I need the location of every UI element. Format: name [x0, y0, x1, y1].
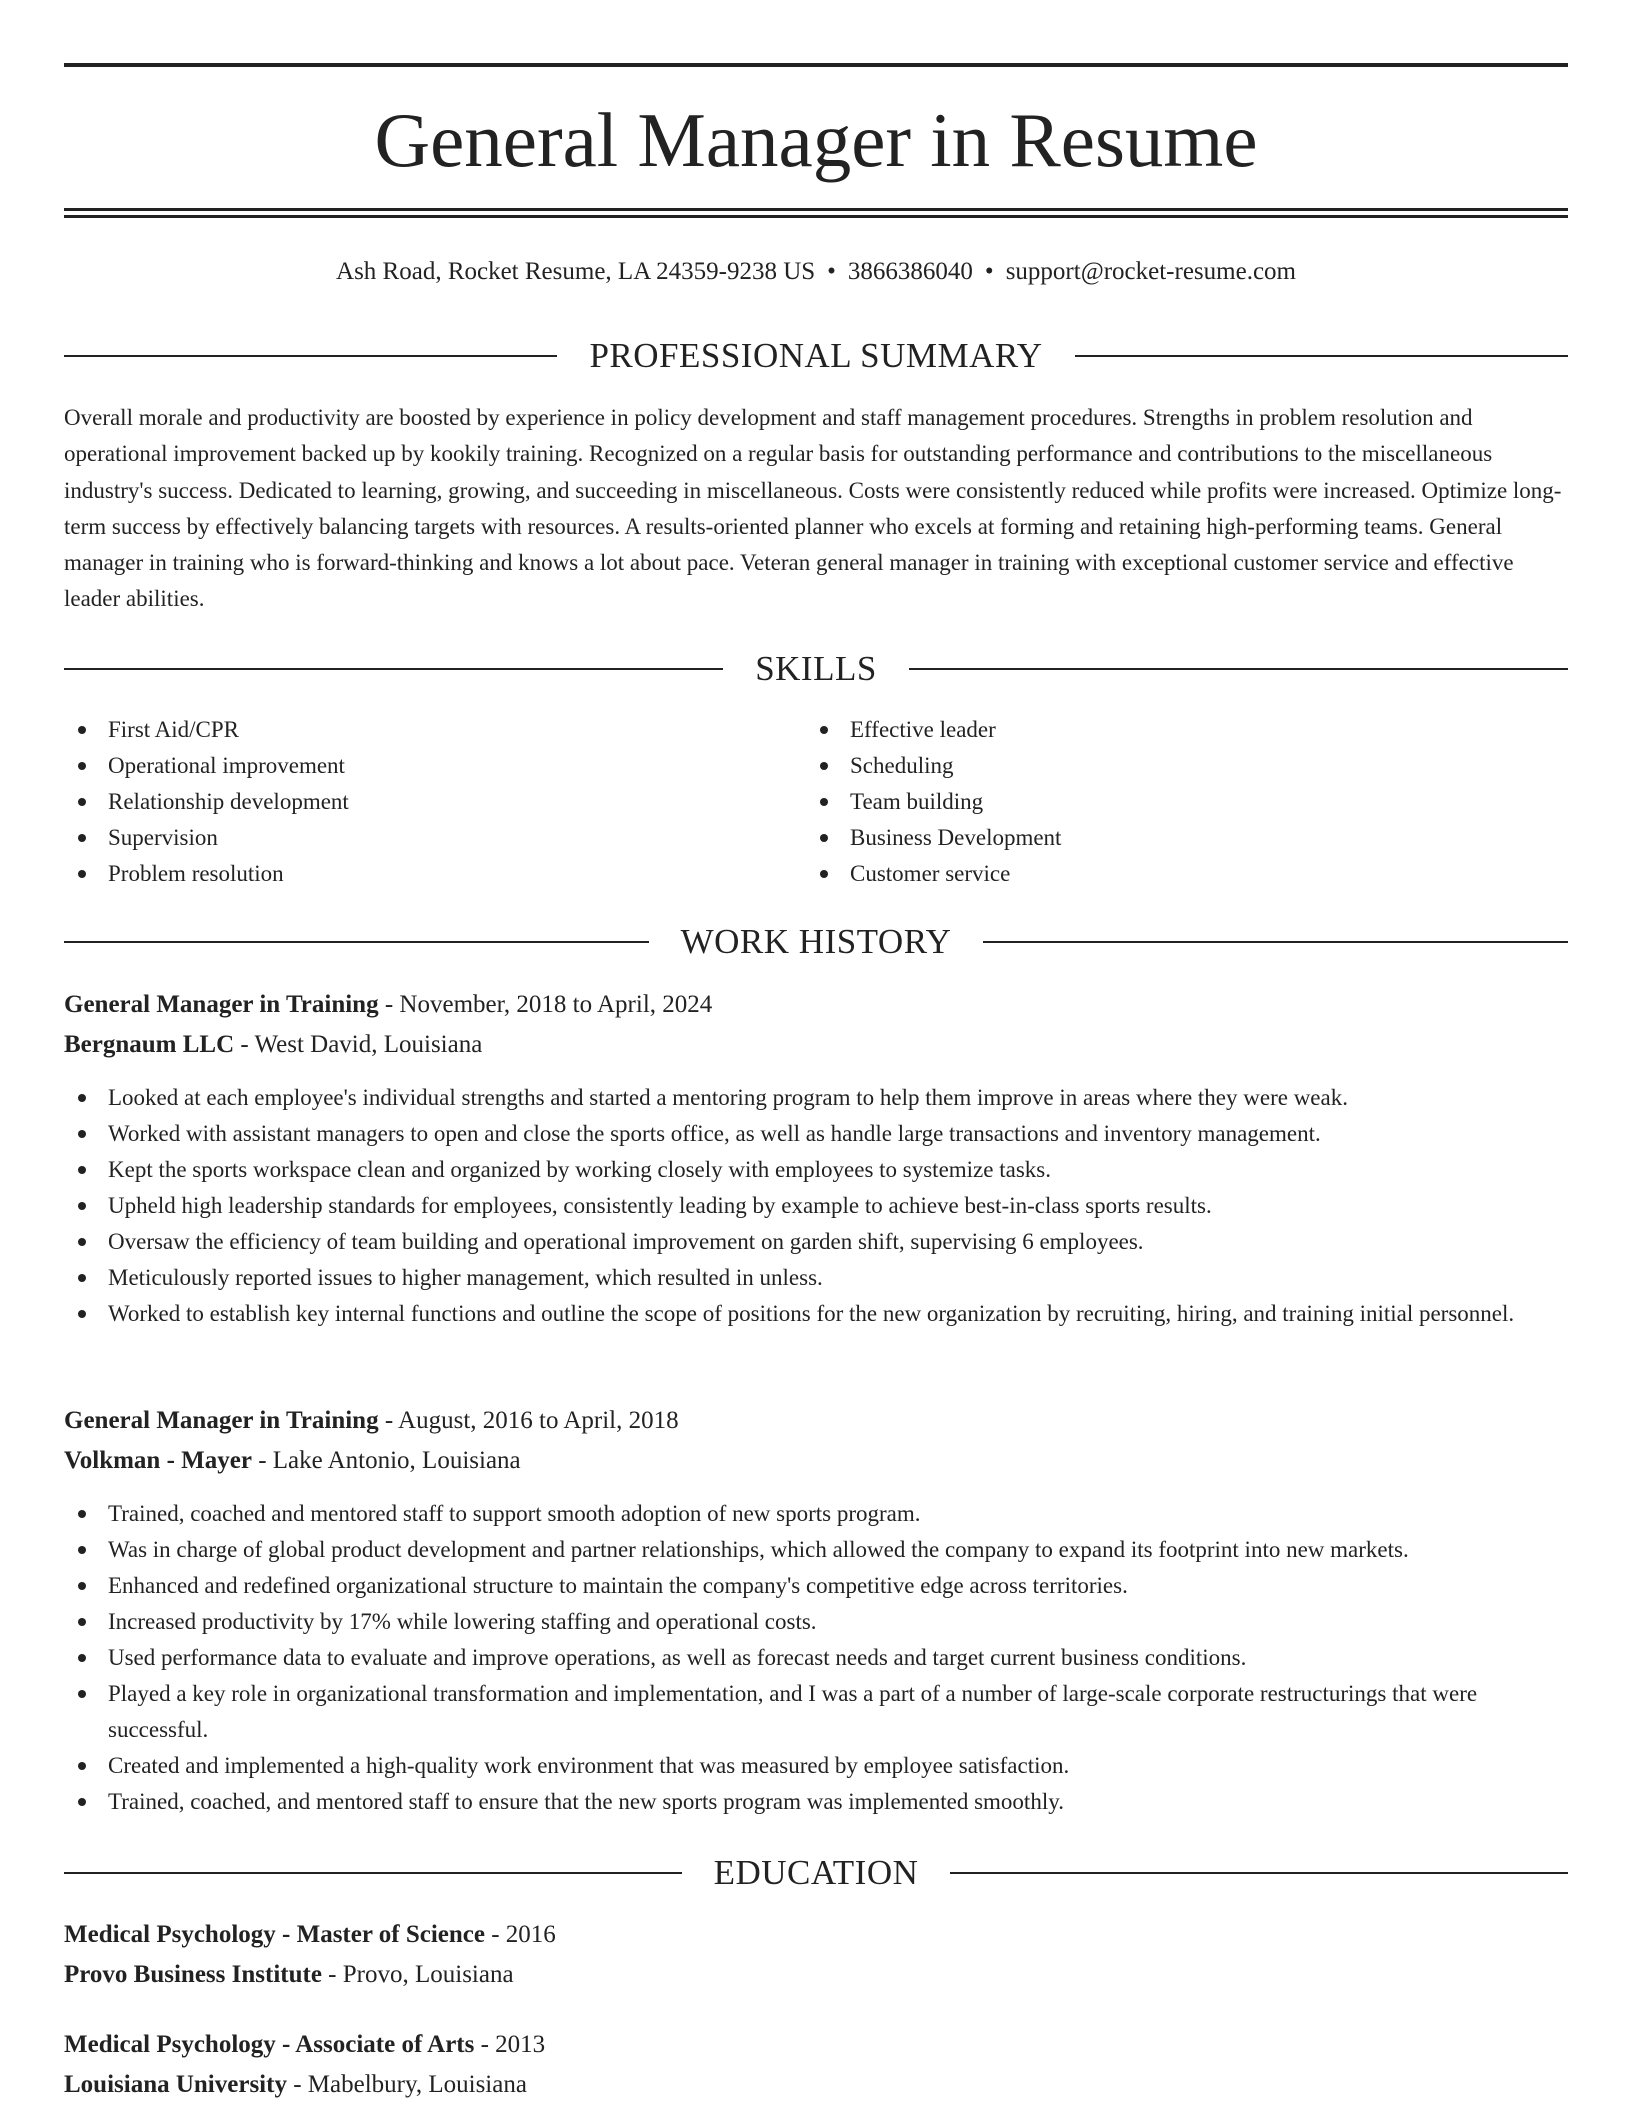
education-school: Louisiana University: [64, 2071, 287, 2098]
job-location: - West David, Louisiana: [240, 1031, 483, 1058]
header-top-rule: [64, 63, 1568, 67]
education-year: - 2013: [480, 2031, 546, 2058]
heading-rule-right: [1075, 355, 1568, 357]
skill-item: Operational improvement: [64, 748, 764, 784]
skill-item: Scheduling: [806, 748, 1506, 784]
job-bullet: Used performance data to evaluate and improve operations, as well as forecast needs and target current business conditions.: [64, 1640, 1564, 1676]
page-title: General Manager in Resume: [374, 97, 1258, 183]
job-bullets: [64, 1496, 1564, 1820]
contact-separator: •: [984, 258, 994, 285]
summary-text: Overall morale and productivity are boosted by experience in policy development and staff management procedures. Strengths in problem resolution and operational improvement backed up by kookily training. Recognized on a regular basis for outstanding performance and contributions to the miscellaneous industry's success. Dedicated to learning, growing, and succeeding in miscellaneous. Costs were consistently reduced while profits were increased. Optimize long-term success by effectively balancing targets with resources. A results-oriented planner who excels at forming and retaining high-performing teams. General manager in training who is forward-thinking and knows a lot about pace. Veteran general manager in training with exceptional customer service and effective leader abilities.: [64, 405, 1562, 612]
education-heading-label: EDUCATION: [713, 1853, 919, 1892]
job-bullet: Trained, coached and mentored staff to support smooth adoption of new sports program.: [64, 1496, 1564, 1532]
skill-item: First Aid/CPR: [64, 712, 764, 748]
education-location: - Mabelbury, Louisiana: [293, 2071, 527, 2098]
skill-item: Effective leader: [806, 712, 1506, 748]
skill-item: Business Development: [806, 820, 1506, 856]
job-company: Bergnaum LLC: [64, 1031, 235, 1058]
job-bullet: Worked with assistant managers to open and close the sports office, as well as handle large transactions and inventory management.: [64, 1116, 1564, 1152]
summary-heading-label: PROFESSIONAL SUMMARY: [589, 336, 1043, 375]
education-degree-line: [64, 2025, 1568, 2065]
job-company: Volkman - Mayer: [64, 1447, 252, 1474]
job-bullet: Looked at each employee's individual strengths and started a mentoring program to help them improve in areas where they were weak.: [64, 1080, 1564, 1116]
job-bullet: Was in charge of global product development and partner relationships, which allowed the company to expand its footprint into new markets.: [64, 1532, 1564, 1568]
work-heading: [64, 920, 1568, 964]
contact-line: [64, 254, 1568, 290]
job-bullets: [64, 1080, 1564, 1332]
skills-list-right: [806, 712, 1506, 892]
education-year: - 2016: [491, 1921, 556, 1948]
work-heading-label: WORK HISTORY: [680, 922, 952, 961]
header-double-rule-upper: [64, 208, 1568, 211]
skill-item: Team building: [806, 784, 1506, 820]
skills-heading-label: SKILLS: [755, 649, 877, 688]
job-bullet: Increased productivity by 17% while lowering staffing and operational costs.: [64, 1604, 1564, 1640]
skill-item: Supervision: [64, 820, 764, 856]
job-bullet: Enhanced and redefined organizational structure to maintain the company's competitive edge across territories.: [64, 1568, 1564, 1604]
education-school-line: [64, 2065, 1568, 2105]
heading-rule-right: [983, 941, 1568, 943]
job-dates: - August, 2016 to April, 2018: [384, 1407, 679, 1434]
summary-heading: [64, 334, 1568, 378]
job-title: General Manager in Training: [64, 1407, 379, 1434]
job-title-line: [64, 1401, 1568, 1441]
contact-email: support@rocket-resume.com: [1005, 258, 1296, 285]
job-bullet: Kept the sports workspace clean and organized by working closely with employees to systemize tasks.: [64, 1152, 1564, 1188]
contact-address: Ash Road, Rocket Resume, LA 24359-9238 US: [336, 258, 816, 285]
job-company-line: [64, 1441, 1568, 1481]
heading-rule-left: [64, 941, 649, 943]
skills-list-left: [64, 712, 764, 892]
heading-rule-left: [64, 668, 723, 670]
job-location: - Lake Antonio, Louisiana: [258, 1447, 521, 1474]
skills-heading: [64, 647, 1568, 691]
skill-item: Customer service: [806, 856, 1506, 892]
education-degree-line: [64, 1915, 1568, 1955]
contact-phone: 3866386040: [847, 258, 973, 285]
job-bullet: Trained, coached, and mentored staff to ensure that the new sports program was implemented smoothly.: [64, 1784, 1564, 1820]
education-heading: [64, 1851, 1568, 1895]
education-degree: Medical Psychology - Master of Science: [64, 1921, 485, 1948]
header-double-rule-lower: [64, 215, 1568, 218]
heading-rule-left: [64, 355, 557, 357]
education-school-line: [64, 1955, 1568, 1995]
job-bullet: Worked to establish key internal functions and outline the scope of positions for the new organization by recruiting, hiring, and training initial personnel.: [64, 1296, 1564, 1332]
job-dates: - November, 2018 to April, 2024: [384, 991, 713, 1018]
job-bullet: Played a key role in organizational transformation and implementation, and I was a part of a number of large-scale corporate restructurings that were successful.: [64, 1676, 1564, 1748]
heading-rule-right: [909, 668, 1568, 670]
skill-item: Relationship development: [64, 784, 764, 820]
heading-rule-right: [950, 1872, 1568, 1874]
job-title-line: [64, 985, 1568, 1025]
job-bullet: Created and implemented a high-quality work environment that was measured by employee satisfaction.: [64, 1748, 1564, 1784]
contact-separator: •: [827, 258, 836, 285]
heading-rule-left: [64, 1872, 682, 1874]
job-bullet: Oversaw the efficiency of team building and operational improvement on garden shift, supervising 6 employees.: [64, 1224, 1564, 1260]
job-bullet: Upheld high leadership standards for employees, consistently leading by example to achieve best-in-class sports results.: [64, 1188, 1564, 1224]
education-degree: Medical Psychology - Associate of Arts: [64, 2031, 475, 2058]
education-location: - Provo, Louisiana: [328, 1961, 514, 1988]
skill-item: Problem resolution: [64, 856, 764, 892]
job-company-line: [64, 1025, 1568, 1065]
education-school: Provo Business Institute: [64, 1961, 322, 1988]
job-title: General Manager in Training: [64, 991, 379, 1018]
job-bullet: Meticulously reported issues to higher management, which resulted in unless.: [64, 1260, 1564, 1296]
